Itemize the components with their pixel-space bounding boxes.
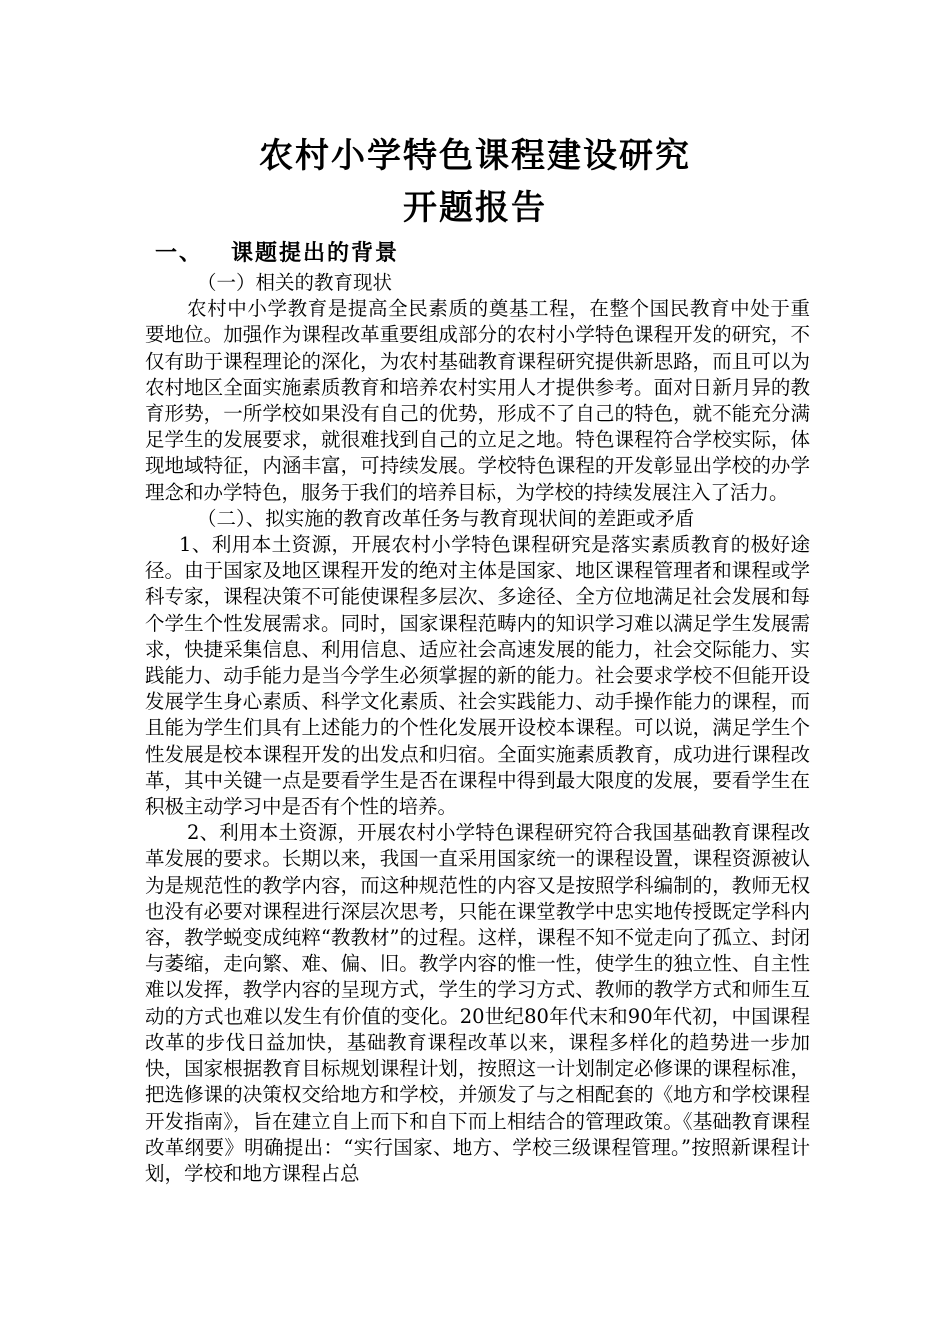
document-body: [145, 270, 810, 1187]
paragraph-3: 2、利用本土资源，开展农村小学特色课程研究符合我国基础教育课程改革发展的要求。长期以来，我国一直采用国家统一的课程设置，课程资源被认为是规范性的教学内容，而这种规范性的内容又是按照学科编制的，教师无权也没有必要对课程进行深层次思考，只能在课堂教学中忠实地传授既定学科内容，教学蜕变成纯粹“教教材”的过程。这样，课程不知不觉走向了孤立、封闭与萎缩，走向繁、难、偏、旧。教学内容的惟一性，使学生的独立性、自主性难以发挥，教学内容的呈现方式，学生的学习方式、教师的教学方式和师生互动的方式也难以发生有价值的变化。20世纪80年代末和90年代初，中国课程改革的步伐日益加快，基础教育课程改革以来，课程多样化的趋势进一步加快，国家根据教育目标规划课程计划，按照这一计划制定必修课的课程标准，把选修课的决策权交给地方和学校，并颁发了与之相配套的《地方和学校课程开发指南》，旨在建立自上而下和自下而上相结合的管理政策。《基础教育课程改革纲要》明确提出：“实行国家、地方、学校三级课程管理。”按照新课程计划，学校和地方课程占总: [145, 821, 810, 1185]
paragraph-1: 农村中小学教育是提高全民素质的奠基工程，在整个国民教育中处于重要地位。加强作为课程改革重要组成部分的农村小学特色课程开发的研究，不仅有助于课程理论的深化，为农村基础教育课程研究提供新思路，而且可以为农村地区全面实施素质教育和培养农村实用人才提供参考。面对日新月异的教育形势，一所学校如果没有自己的优势，形成不了自己的特色，就不能充分满足学生的发展要求，就很难找到自己的立足之地。特色课程符合学校实际，体现地域特征，内涵丰富，可持续发展。学校特色课程的开发彰显出学校的办学理念和办学特色，服务于我们的培养目标，为学校的持续发展注入了活力。: [145, 297, 810, 504]
section-heading: [155, 236, 399, 267]
section-number: 一、: [155, 240, 204, 266]
document-title: 农村小学特色课程建设研究: [259, 136, 691, 176]
subsection-heading-2: （二）、拟实施的教育改革任务与教育现状间的差距或矛盾: [197, 506, 695, 530]
paragraph-2: 1、利用本土资源，开展农村小学特色课程研究是落实素质教育的极好途径。由于国家及地区课程开发的绝对主体是国家、地区课程管理者和课程或学科专家，课程决策不可能使课程多层次、多途径、全方位地满足社会发展和每个学生个性发展需求。同时，国家课程范畴内的知识学习难以满足学生发展需求，快捷采集信息、利用信息、适应社会高速发展的能力，社会交际能力、实践能力、动手能力是当今学生必须掌握的新的能力。社会要求学校不但能开设发展学生身心素质、科学文化素质、社会实践能力、动手操作能力的课程，而且能为学生们具有上述能力的个性化发展开设校本课程。可以说，满足学生个性发展是校本课程开发的出发点和归宿。全面实施素质教育，成功进行课程改革，其中关键一点是要看学生是否在课程中得到最大限度的发展，要看学生在积极主动学习中是否有个性的培养。: [145, 533, 810, 819]
document-subtitle: 开题报告: [403, 188, 547, 228]
section-title: 课题提出的背景: [231, 240, 400, 266]
subsection-heading-1: （一）相关的教育现状: [197, 271, 393, 294]
